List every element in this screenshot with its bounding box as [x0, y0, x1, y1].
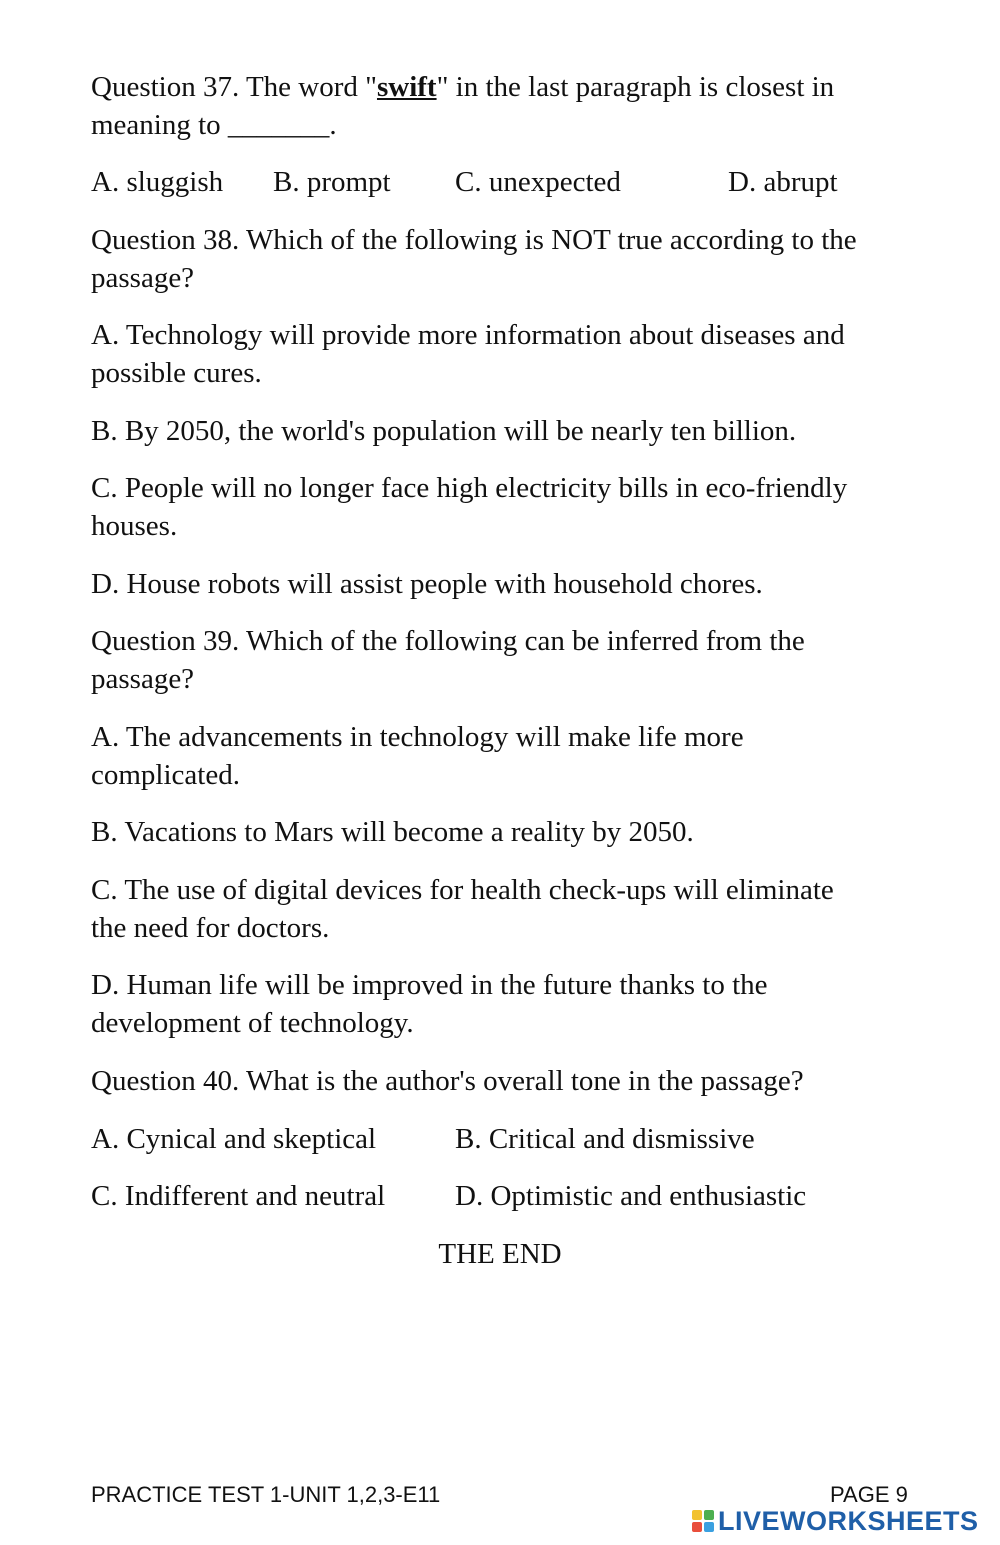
q39-option-c-line1[interactable]: C. The use of digital devices for health check-ups will eliminate	[91, 874, 834, 906]
logo-square-yellow	[692, 1510, 702, 1520]
q38-option-c-line2[interactable]: houses.	[91, 510, 178, 542]
q37-option-d[interactable]: D. abrupt	[728, 166, 838, 198]
q39-stem-line1: Question 39. Which of the following can be inferred from the	[91, 625, 805, 657]
liveworksheets-icon	[692, 1510, 714, 1532]
q37-option-a[interactable]: A. sluggish	[91, 166, 224, 198]
q38-stem-line2: passage?	[91, 262, 195, 294]
logo-square-blue	[704, 1522, 714, 1532]
q40-stem: Question 40. What is the author's overall tone in the passage?	[91, 1065, 804, 1097]
q37-keyword: swift	[376, 71, 437, 103]
q38-option-a-line2[interactable]: possible cures.	[91, 357, 262, 389]
q40-option-a[interactable]: A. Cynical and skeptical	[91, 1123, 377, 1155]
logo-square-red	[692, 1522, 702, 1532]
footer-page-number: PAGE 9	[830, 1482, 908, 1507]
q40-option-d[interactable]: D. Optimistic and enthusiastic	[455, 1180, 807, 1212]
q38-option-d[interactable]: D. House robots will assist people with household chores.	[91, 568, 763, 600]
q37-option-b[interactable]: B. prompt	[273, 166, 391, 198]
q40-option-b[interactable]: B. Critical and dismissive	[455, 1123, 755, 1155]
q38-stem-line1: Question 38. Which of the following is NOT true according to the	[91, 224, 857, 256]
q40-option-c[interactable]: C. Indifferent and neutral	[91, 1180, 386, 1212]
logo-square-green	[704, 1510, 714, 1520]
q38-option-c-line1[interactable]: C. People will no longer face high electricity bills in eco-friendly	[91, 472, 848, 504]
q39-option-d-line1[interactable]: D. Human life will be improved in the future thanks to the	[91, 969, 768, 1001]
q37-stem-line2: meaning to _______.	[91, 109, 337, 141]
footer-title: PRACTICE TEST 1-UNIT 1,2,3-E11	[91, 1482, 441, 1507]
q38-option-b[interactable]: B. By 2050, the world's population will be nearly ten billion.	[91, 415, 797, 447]
q39-stem-line2: passage?	[91, 663, 195, 695]
q39-option-a-line1[interactable]: A. The advancements in technology will make life more	[91, 721, 744, 753]
q37-option-c[interactable]: C. unexpected	[455, 166, 621, 198]
liveworksheets-wordmark: LIVEWORKSHEETS	[718, 1505, 979, 1536]
q39-option-d-line2[interactable]: development of technology.	[91, 1007, 414, 1039]
q37-stem-line1: Question 37. The word "swift" in the last paragraph is closest in	[91, 71, 835, 103]
liveworksheets-logo[interactable]	[692, 1505, 979, 1537]
q39-option-a-line2[interactable]: complicated.	[91, 759, 240, 791]
q39-option-c-line2[interactable]: the need for doctors.	[91, 912, 330, 944]
q38-option-a-line1[interactable]: A. Technology will provide more information about diseases and	[91, 319, 845, 351]
the-end-label: THE END	[438, 1238, 562, 1270]
q39-option-b[interactable]: B. Vacations to Mars will become a reality by 2050.	[91, 816, 694, 848]
